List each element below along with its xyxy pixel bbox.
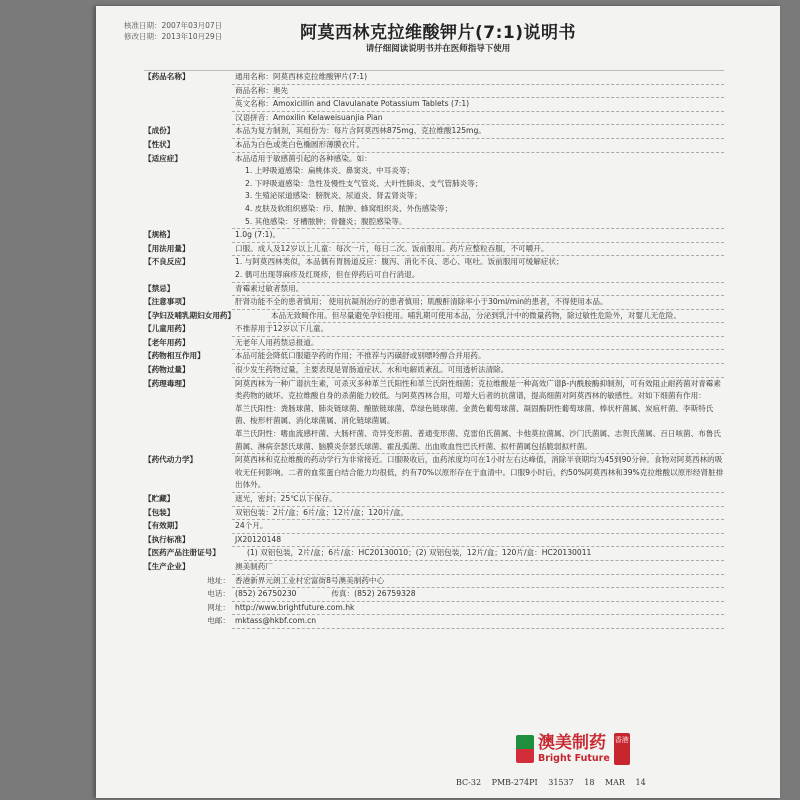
email-label: 电邮： [207, 616, 230, 626]
section-adverse [144, 256, 724, 282]
fax-label: 传真： [331, 589, 355, 599]
label-contra: 【禁忌】 [144, 283, 175, 293]
manufacturer-name: 澳美制药厂 [232, 561, 724, 575]
label-pharmacology: 【药理毒理】 [144, 378, 190, 388]
brand-logo [516, 730, 756, 768]
section-precautions [144, 296, 724, 310]
label-indications: 【适应症】 [144, 153, 182, 163]
en-name-label: 英文名称： [235, 99, 273, 109]
label-elderly: 【老年用药】 [144, 337, 190, 347]
manufacturer-address-row [144, 575, 724, 589]
section-description [144, 139, 724, 153]
interactions-text: 本品可能会降低口服避孕药的作用；不推荐与丙磺舒或别嘌呤醇合并用药。 [232, 350, 724, 364]
brand-seal: 香港 [614, 733, 630, 765]
storage-text: 遮光，密封；25℃以下保存。 [232, 493, 724, 507]
gram-negative: 革兰氏阴性：嗜血流感杆菌、大肠杆菌、奇异变形菌、普通变形菌、克雷伯氏菌属、卡他莫拉菌属、沙门氏菌属、志贺氏菌属、百日咳菌、布鲁氏菌属、淋病奈瑟氏球菌、脑膜炎奈瑟氏球菌、霍乱弧菌、出血败血性巴氏杆菌、拟杆菌属包括脆弱拟杆菌。 [235, 429, 721, 451]
elderly-text: 无老年人用药禁忌报道。 [232, 337, 724, 351]
label-children: 【儿童用药】 [144, 324, 190, 334]
adverse-item: 1. 与阿莫西林类似，本品偶有胃肠道反应：腹泻、消化不良、恶心、呕吐。饭前服用可缓解症状； [235, 257, 564, 267]
section-manufacturer [144, 561, 724, 575]
package-text: 双铝包装：2片/盒；6片/盒；12片/盒；120片/盒。 [232, 507, 724, 521]
section-contra [144, 283, 724, 297]
section-package [144, 507, 724, 521]
manufacturer-phone: (852) 26750230 [235, 589, 297, 599]
pregnancy-text: 本品无致畸作用。但尽量避免孕妇使用。哺乳期可使用本品，分泌到乳汁中的微量药物，除过敏性危险外，对婴儿无危险。 [268, 310, 724, 324]
section-spec [144, 229, 724, 243]
section-trade-name [144, 85, 724, 99]
composition-text: 本品为复方制剂，其组份为：每片含阿莫西林875mg、克拉维酸125mg。 [232, 125, 724, 139]
section-validity [144, 520, 724, 534]
gram-positive: 革兰氏阳性：粪肠球菌、肺炎链球菌、酿脓链球菌、草绿色链球菌、金黄色葡萄球菌、凝固酶阴性葡萄球菌、棒状杆菌属、炭疽杆菌、李斯特氏菌、梭形杆菌属、消化球菌属、消化链球菌属。 [235, 403, 714, 426]
label-precautions: 【注意事项】 [144, 297, 190, 307]
section-dosage [144, 243, 724, 257]
contra-text: 青霉素过敏者禁用。 [232, 283, 724, 297]
label-validity: 【有效期】 [144, 521, 182, 531]
label-composition: 【成份】 [144, 126, 175, 136]
label-pregnancy: 【孕妇及哺乳期妇女用药】 [144, 310, 236, 320]
common-name: 阿莫西林克拉维酸钾片(7:1) [272, 72, 368, 81]
brand-mark-icon [516, 735, 534, 763]
dosage-text: 口服。成人及12岁以上儿童：每次一片，每日二次。饭前服用。药片应整粒吞服，不可嚼开。 [232, 243, 724, 257]
manufacturer-web: http://www.brightfuture.com.hk [232, 602, 724, 616]
section-standard [144, 534, 724, 548]
label-standard: 【执行标准】 [144, 534, 190, 544]
section-elderly [144, 337, 724, 351]
web-label: 网址： [207, 602, 230, 612]
manufacturer-email-row [144, 615, 724, 629]
manufacturer-fax: (852) 26759328 [354, 589, 416, 599]
approval-date: 核准日期：2007年03月07日 [124, 21, 223, 30]
validity-text: 24个月。 [232, 520, 724, 534]
description-text: 本品为白色或类白色椭圆形薄膜衣片。 [232, 139, 724, 153]
reg-no-text: (1) 双铝包装，2片/盒；6片/盒：HC20130010；(2) 双铝包装，12片/盒；120片/盒：HC20130011 [244, 547, 724, 561]
label-overdose: 【药物过量】 [144, 365, 190, 375]
manufacturer-email: mktass@hkbf.com.cn [232, 615, 724, 629]
en-name: Amoxicillin and Clavulanate Potassium Tablets (7:1) [272, 99, 470, 109]
indication-item: 4. 皮肤及软组织感染：疖、脓肿、蜂窝组织炎、外伤感染等； [245, 203, 453, 213]
section-pharmacokinetics [144, 454, 724, 493]
address-label: 地址： [207, 575, 230, 585]
spec-text: 1.0g (7:1)。 [232, 229, 724, 243]
phone-label: 电话： [207, 589, 230, 599]
brand-name-cn: 澳美制药 [538, 733, 606, 753]
section-en-name [144, 98, 724, 112]
indication-item: 5. 其他感染：牙槽脓肿；骨髓炎；腹腔感染等。 [245, 216, 407, 226]
leaflet-sections [144, 70, 724, 629]
indications-intro: 本品适用于敏感菌引起的各种感染。如： [235, 153, 372, 163]
revision-date: 修改日期：2013年10月29日 [124, 32, 223, 41]
pharmacology-intro: 阿莫西林为一种广谱抗生素，可杀灭多种革兰氏阳性和革兰氏阴性细菌；克拉维酸是一种高效广谱β-内酰胺酶抑制剂，可有效阻止耐药菌对青霉素类药物的破坏。克拉维酸自身的杀菌能力较低。与阿莫西林合用，可增大后者的抗菌谱，提高细菌对阿莫西林的敏感性。对如下细菌有作用： [235, 378, 721, 401]
indication-item: 3. 生殖泌尿道感染：膀胱炎、尿道炎、肾盂肾炎等； [245, 191, 422, 201]
label-manufacturer: 【生产企业】 [144, 561, 190, 571]
label-storage: 【贮藏】 [144, 494, 175, 503]
adverse-item: 2. 偶可出现荨麻疹及红斑疹，但在停药后可自行消退。 [235, 269, 420, 279]
indication-item: 1. 上呼吸道感染：扁桃体炎、鼻窦炎、中耳炎等； [245, 166, 415, 176]
section-storage [144, 493, 724, 507]
label-dosage: 【用法用量】 [144, 243, 190, 253]
section-children [144, 323, 724, 337]
pinyin-label: 汉语拼音： [235, 112, 273, 122]
section-interactions [144, 350, 724, 364]
section-pregnancy [144, 310, 724, 324]
standard-text: JX20120148 [232, 534, 724, 548]
label-drug-name: 【药品名称】 [144, 72, 190, 81]
trade-name: 奥先 [272, 85, 289, 95]
label-description: 【性状】 [144, 139, 175, 149]
section-composition [144, 125, 724, 139]
pinyin-name: Amoxilin Kelaweisuanjia Pian [272, 112, 383, 122]
label-reg-no: 【医药产品注册证号】 [144, 548, 220, 558]
brand-name-en: Bright Future [538, 753, 610, 764]
manufacturer-phone-row [144, 588, 724, 602]
manufacturer-web-row [144, 602, 724, 616]
section-indications [144, 153, 724, 230]
precautions-text: 肝肾功能不全的患者慎用； 使用抗凝剂治疗的患者慎用；肌酸酐清除率小于30ml/min的患者，不得使用本品。 [232, 296, 724, 310]
manufacturer-address: 香港新界元朗工业村宏富街8号澳美制药中心 [232, 575, 724, 589]
common-name-label: 通用名称： [235, 72, 273, 81]
label-package: 【包装】 [144, 507, 175, 517]
leaflet-paper [96, 6, 780, 798]
trade-name-label: 商品名称： [235, 85, 273, 95]
label-adverse: 【不良反应】 [144, 257, 190, 267]
label-interactions: 【药物相互作用】 [144, 351, 205, 361]
label-spec: 【规格】 [144, 230, 175, 240]
overdose-text: 很少发生药物过量，主要表现是胃肠道症状、水和电解质紊乱。可用透析法清除。 [232, 364, 724, 378]
section-pinyin [144, 112, 724, 126]
section-overdose [144, 364, 724, 378]
section-reg-no [144, 547, 724, 561]
indication-item: 2. 下呼吸道感染：急性及慢性支气管炎、大叶性肺炎、支气管肺炎等； [245, 178, 483, 188]
pharmacokinetics-text: 阿莫西林和克拉维酸的药动学行为非常接近。口服吸收后，血药浓度均可在1小时左右达峰值，消除半衰期均为45到90分钟。食物对阿莫西林的吸收无任何影响。二者的血浆蛋白结合能力均很低，约有70%以原形存在于血清中。口服9小时后，约50%阿莫西林和39%克拉维酸以原形经肾脏排出体外。 [232, 454, 724, 493]
page-subtitle: 请仔细阅读说明书并在医师指导下使用 [365, 44, 511, 54]
section-pharmacology [144, 378, 724, 455]
label-pharmacokinetics: 【药代动力学】 [144, 455, 198, 465]
section-drug-name [144, 70, 724, 85]
print-code: BC-32 PMB-274PI 31537 18 MAR 14 [456, 778, 646, 787]
children-text: 不推荐用于12岁以下儿童。 [232, 323, 724, 337]
page-title: 阿莫西林克拉维酸钾片(7:1)说明书 [300, 23, 576, 43]
